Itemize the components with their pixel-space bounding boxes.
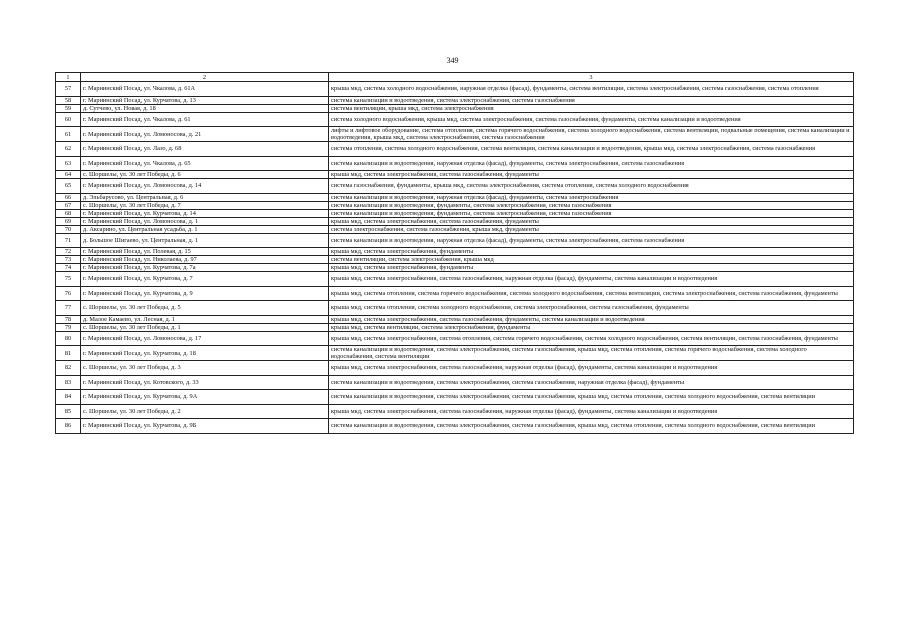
table-row: [56, 233, 854, 248]
table-row: [56, 217, 854, 225]
header-row: [56, 73, 854, 82]
row-systems: система канализации и водоотведения, система электроснабжения, система газоснабжения, наружная отделка (фасад), фундаменты: [329, 375, 854, 390]
row-address: г. Мариинский Посад, ул. Котовского, д. 33: [81, 375, 329, 390]
table-header: [56, 73, 854, 82]
row-number: 80: [56, 331, 81, 346]
table-row: [56, 201, 854, 209]
table-row: [56, 112, 854, 127]
row-systems: система газоснабжения, фундаменты, крыша мкд, система электроснабжения, система отопления, система холодного водоснабжения: [329, 179, 854, 194]
row-address: г. Мариинский Посад, ул. Курчатова, д. 14: [81, 209, 329, 217]
row-systems: крыша мкд, система электроснабжения, система газоснабжения, фундаменты, система канализации и водоотведения: [329, 315, 854, 323]
row-number: 71: [56, 233, 81, 248]
row-systems: крыша мкд, система электроснабжения, система газоснабжения, наружная отделка (фасад), фундаменты, система канализации и водоотведения: [329, 404, 854, 419]
row-systems: система канализации и водоотведения, система электроснабжения, система газоснабжения, крыша мкд, система отопления, система холодного водоснабжения, система вентиляции: [329, 419, 854, 434]
row-number: 72: [56, 248, 81, 256]
row-address: д. Большое Шигаево, ул. Центральная, д. 1: [81, 233, 329, 248]
row-systems: система канализации и водоотведения, наружная отделка (фасад), фундаменты, система электроснабжения, система газоснабжения: [329, 156, 854, 171]
column-header-1: 1: [56, 73, 81, 82]
table-row: [56, 375, 854, 390]
table-row: [56, 209, 854, 217]
row-number: 77: [56, 301, 81, 316]
column-header-2: 2: [81, 73, 329, 82]
row-number: 82: [56, 361, 81, 376]
row-number: 84: [56, 390, 81, 405]
row-number: 81: [56, 346, 81, 361]
row-address: г. Мариинский Посад, ул. Николаева, д. 97: [81, 256, 329, 264]
table-row: [56, 301, 854, 316]
row-systems: крыша мкд, система отопления, система горячего водоснабжения, система холодного водоснабжения, система вентиляции, система электроснабжения, система газоснабжения, фундаменты: [329, 286, 854, 301]
row-systems: система вентиляции, система электроснабжения, крыша мкд: [329, 256, 854, 264]
table-row: [56, 193, 854, 201]
row-number: 74: [56, 264, 81, 272]
row-number: 68: [56, 209, 81, 217]
row-address: г. Мариинский Посад, ул. Курчатова, д. 7: [81, 272, 329, 287]
row-number: 76: [56, 286, 81, 301]
row-number: 78: [56, 315, 81, 323]
table-row: [56, 323, 854, 331]
row-number: 58: [56, 96, 81, 104]
row-address: с. Шоршелы, ул. 30 лет Победы, д. 7: [81, 201, 329, 209]
column-header-3: 3: [329, 73, 854, 82]
row-number: 62: [56, 142, 81, 157]
row-number: 86: [56, 419, 81, 434]
table-row: [56, 82, 854, 97]
row-number: 64: [56, 171, 81, 179]
table-row: [56, 264, 854, 272]
row-number: 85: [56, 404, 81, 419]
table-row: [56, 248, 854, 256]
row-address: г. Мариинский Посад, ул. Курчатова, д. 9Б: [81, 419, 329, 434]
row-systems: крыша мкд, система электроснабжения, система отопления, система горячего водоснабжения, система холодного водоснабжения, система вентиляции, система газоснабжения, фундаменты: [329, 331, 854, 346]
row-systems: система канализации и водоотведения, система электроснабжения, система газоснабжения, крыша мкд, система отопления, система горячего водоснабжения, система холодного водоснабжения, система вентиляции: [329, 346, 854, 361]
row-address: г. Мариинский Посад, ул. Курчатова, д. 18: [81, 346, 329, 361]
row-address: г. Мариинский Посад, ул. Чкалова, д. 65: [81, 156, 329, 171]
table-row: [56, 142, 854, 157]
row-address: г. Мариинский Посад, ул. Полевая, д. 15: [81, 248, 329, 256]
table-row: [56, 404, 854, 419]
row-systems: крыша мкд, система электроснабжения, фундаменты: [329, 264, 854, 272]
table-row: [56, 171, 854, 179]
row-number: 69: [56, 217, 81, 225]
row-number: 73: [56, 256, 81, 264]
row-address: г. Мариинский Посад, ул. Ломоносова, д. 14: [81, 179, 329, 194]
table-row: [56, 272, 854, 287]
table-body: [56, 82, 854, 434]
row-address: г. Мариинский Посад, ул. Курчатова, д. 9А: [81, 390, 329, 405]
row-systems: крыша мкд, система электроснабжения, система газоснабжения, наружная отделка (фасад), фундаменты, система канализации и водоотведения: [329, 361, 854, 376]
page-number: 349: [446, 56, 459, 65]
row-address: г. Мариинский Посад, ул. Курчатова, д. 13: [81, 96, 329, 104]
row-address: с. Шоршелы, ул. 30 лет Победы, д. 3: [81, 361, 329, 376]
row-number: 60: [56, 112, 81, 127]
row-systems: крыша мкд, система электроснабжения, система газоснабжения, фундаменты: [329, 171, 854, 179]
row-address: с. Шоршелы, ул. 30 лет Победы, д. 2: [81, 404, 329, 419]
row-address: с. Шоршелы, ул. 30 лет Победы, д. 1: [81, 323, 329, 331]
row-number: 70: [56, 225, 81, 233]
row-systems: система канализации и водоотведения, фундаменты, система электроснабжения, система газоснабжения: [329, 201, 854, 209]
row-address: г. Мариинский Посад, ул. Чкалова, д. 61А: [81, 82, 329, 97]
row-address: г. Мариинский Посад, ул. Курчатова, д. 7а: [81, 264, 329, 272]
row-address: г. Мариинский Посад, ул. Чкалова, д. 61: [81, 112, 329, 127]
row-address: д. Малое Камаево, ул. Лесная, д. 1: [81, 315, 329, 323]
row-systems: система вентиляции, крыша мкд, система электроснабжения: [329, 104, 854, 112]
table-row: [56, 179, 854, 194]
row-number: 83: [56, 375, 81, 390]
row-systems: крыша мкд, система электроснабжения, фундаменты: [329, 248, 854, 256]
table-row: [56, 390, 854, 405]
row-number: 65: [56, 179, 81, 194]
row-number: 57: [56, 82, 81, 97]
table-row: [56, 286, 854, 301]
row-number: 61: [56, 127, 81, 142]
row-number: 75: [56, 272, 81, 287]
row-address: г. Мариинский Посад, ул. Ломоносова, д. 1: [81, 217, 329, 225]
row-systems: крыша мкд, система электроснабжения, система газоснабжения, наружная отделка (фасад), фундаменты, система канализации и водоотведения: [329, 272, 854, 287]
row-systems: крыша мкд, система отопления, система холодного водоснабжения, система электроснабжения, система газоснабжения, фундаменты: [329, 301, 854, 316]
row-address: г. Мариинский Посад, ул. Лазо, д. 68: [81, 142, 329, 157]
row-address: г. Мариинский Посад, ул. Ломоносова, д. 17: [81, 331, 329, 346]
row-systems: крыша мкд, система холодного водоснабжения, наружная отделка (фасад), фундаменты, система вентиляции, система электроснабжения, система газоснабжения, система отопления: [329, 82, 854, 97]
table-row: [56, 225, 854, 233]
row-systems: система канализации и водоотведения, система электроснабжения, система газоснабжения, крыша мкд, система отопления, система холодного водоснабжения, система вентиляции: [329, 390, 854, 405]
table-row: [56, 156, 854, 171]
housing-systems-table: [55, 72, 854, 434]
row-systems: система канализации и водоотведения, система электроснабжения, система газоснабжения: [329, 96, 854, 104]
row-number: 63: [56, 156, 81, 171]
row-address: г. Мариинский Посад, ул. Ломоносова, д. 21: [81, 127, 329, 142]
row-number: 67: [56, 201, 81, 209]
row-address: д. Аксарино, ул. Центральная усадьба, д. 1: [81, 225, 329, 233]
row-systems: система канализации и водоотведения, фундаменты, система электроснабжения, система газоснабжения: [329, 209, 854, 217]
table-row: [56, 331, 854, 346]
row-address: д. Сутчево, ул. Новая, д. 18: [81, 104, 329, 112]
row-systems: система отопления, система холодного водоснабжения, система вентиляции, система канализации и водоотведения, крыша мкд, система электроснабжения, система газоснабжения: [329, 142, 854, 157]
row-number: 59: [56, 104, 81, 112]
table-row: [56, 256, 854, 264]
row-systems: система канализации и водоотведения, наружная отделка (фасад), фундаменты, система электроснабжения: [329, 193, 854, 201]
table-row: [56, 127, 854, 142]
row-number: 79: [56, 323, 81, 331]
row-address: г. Мариинский Посад, ул. Курчатова, д. 9: [81, 286, 329, 301]
row-systems: система канализации и водоотведения, наружная отделка (фасад), фундаменты, система электроснабжения, система газоснабжения: [329, 233, 854, 248]
table-row: [56, 419, 854, 434]
row-number: 66: [56, 193, 81, 201]
row-systems: система холодного водоснабжения, крыша мкд, система электроснабжения, система газоснабжения, фундаменты, система канализации и водоотведения: [329, 112, 854, 127]
row-systems: система электроснабжения, система газоснабжения, крыша мкд, фундаменты: [329, 225, 854, 233]
table-row: [56, 104, 854, 112]
table-row: [56, 346, 854, 361]
table-row: [56, 96, 854, 104]
table-row: [56, 361, 854, 376]
row-address: д. Эльбарусово, ул. Центральная, д. 6: [81, 193, 329, 201]
row-systems: крыша мкд, система вентиляции, система электроснабжения, фундаменты: [329, 323, 854, 331]
table-row: [56, 315, 854, 323]
row-systems: лифты и лифтовое оборудование, система отопления, система горячего водоснабжения, система холодного водоснабжения, система вентиляции, подвальные помещения, система канализации и водоотведения, крыша мкд, система электроснабжения, система газоснабжения: [329, 127, 854, 142]
row-systems: крыша мкд, система электроснабжения, система газоснабжения, фундаменты: [329, 217, 854, 225]
row-address: с. Шоршелы, ул. 30 лет Победы, д. 6: [81, 171, 329, 179]
row-address: с. Шоршелы, ул. 30 лет Победы, д. 5: [81, 301, 329, 316]
